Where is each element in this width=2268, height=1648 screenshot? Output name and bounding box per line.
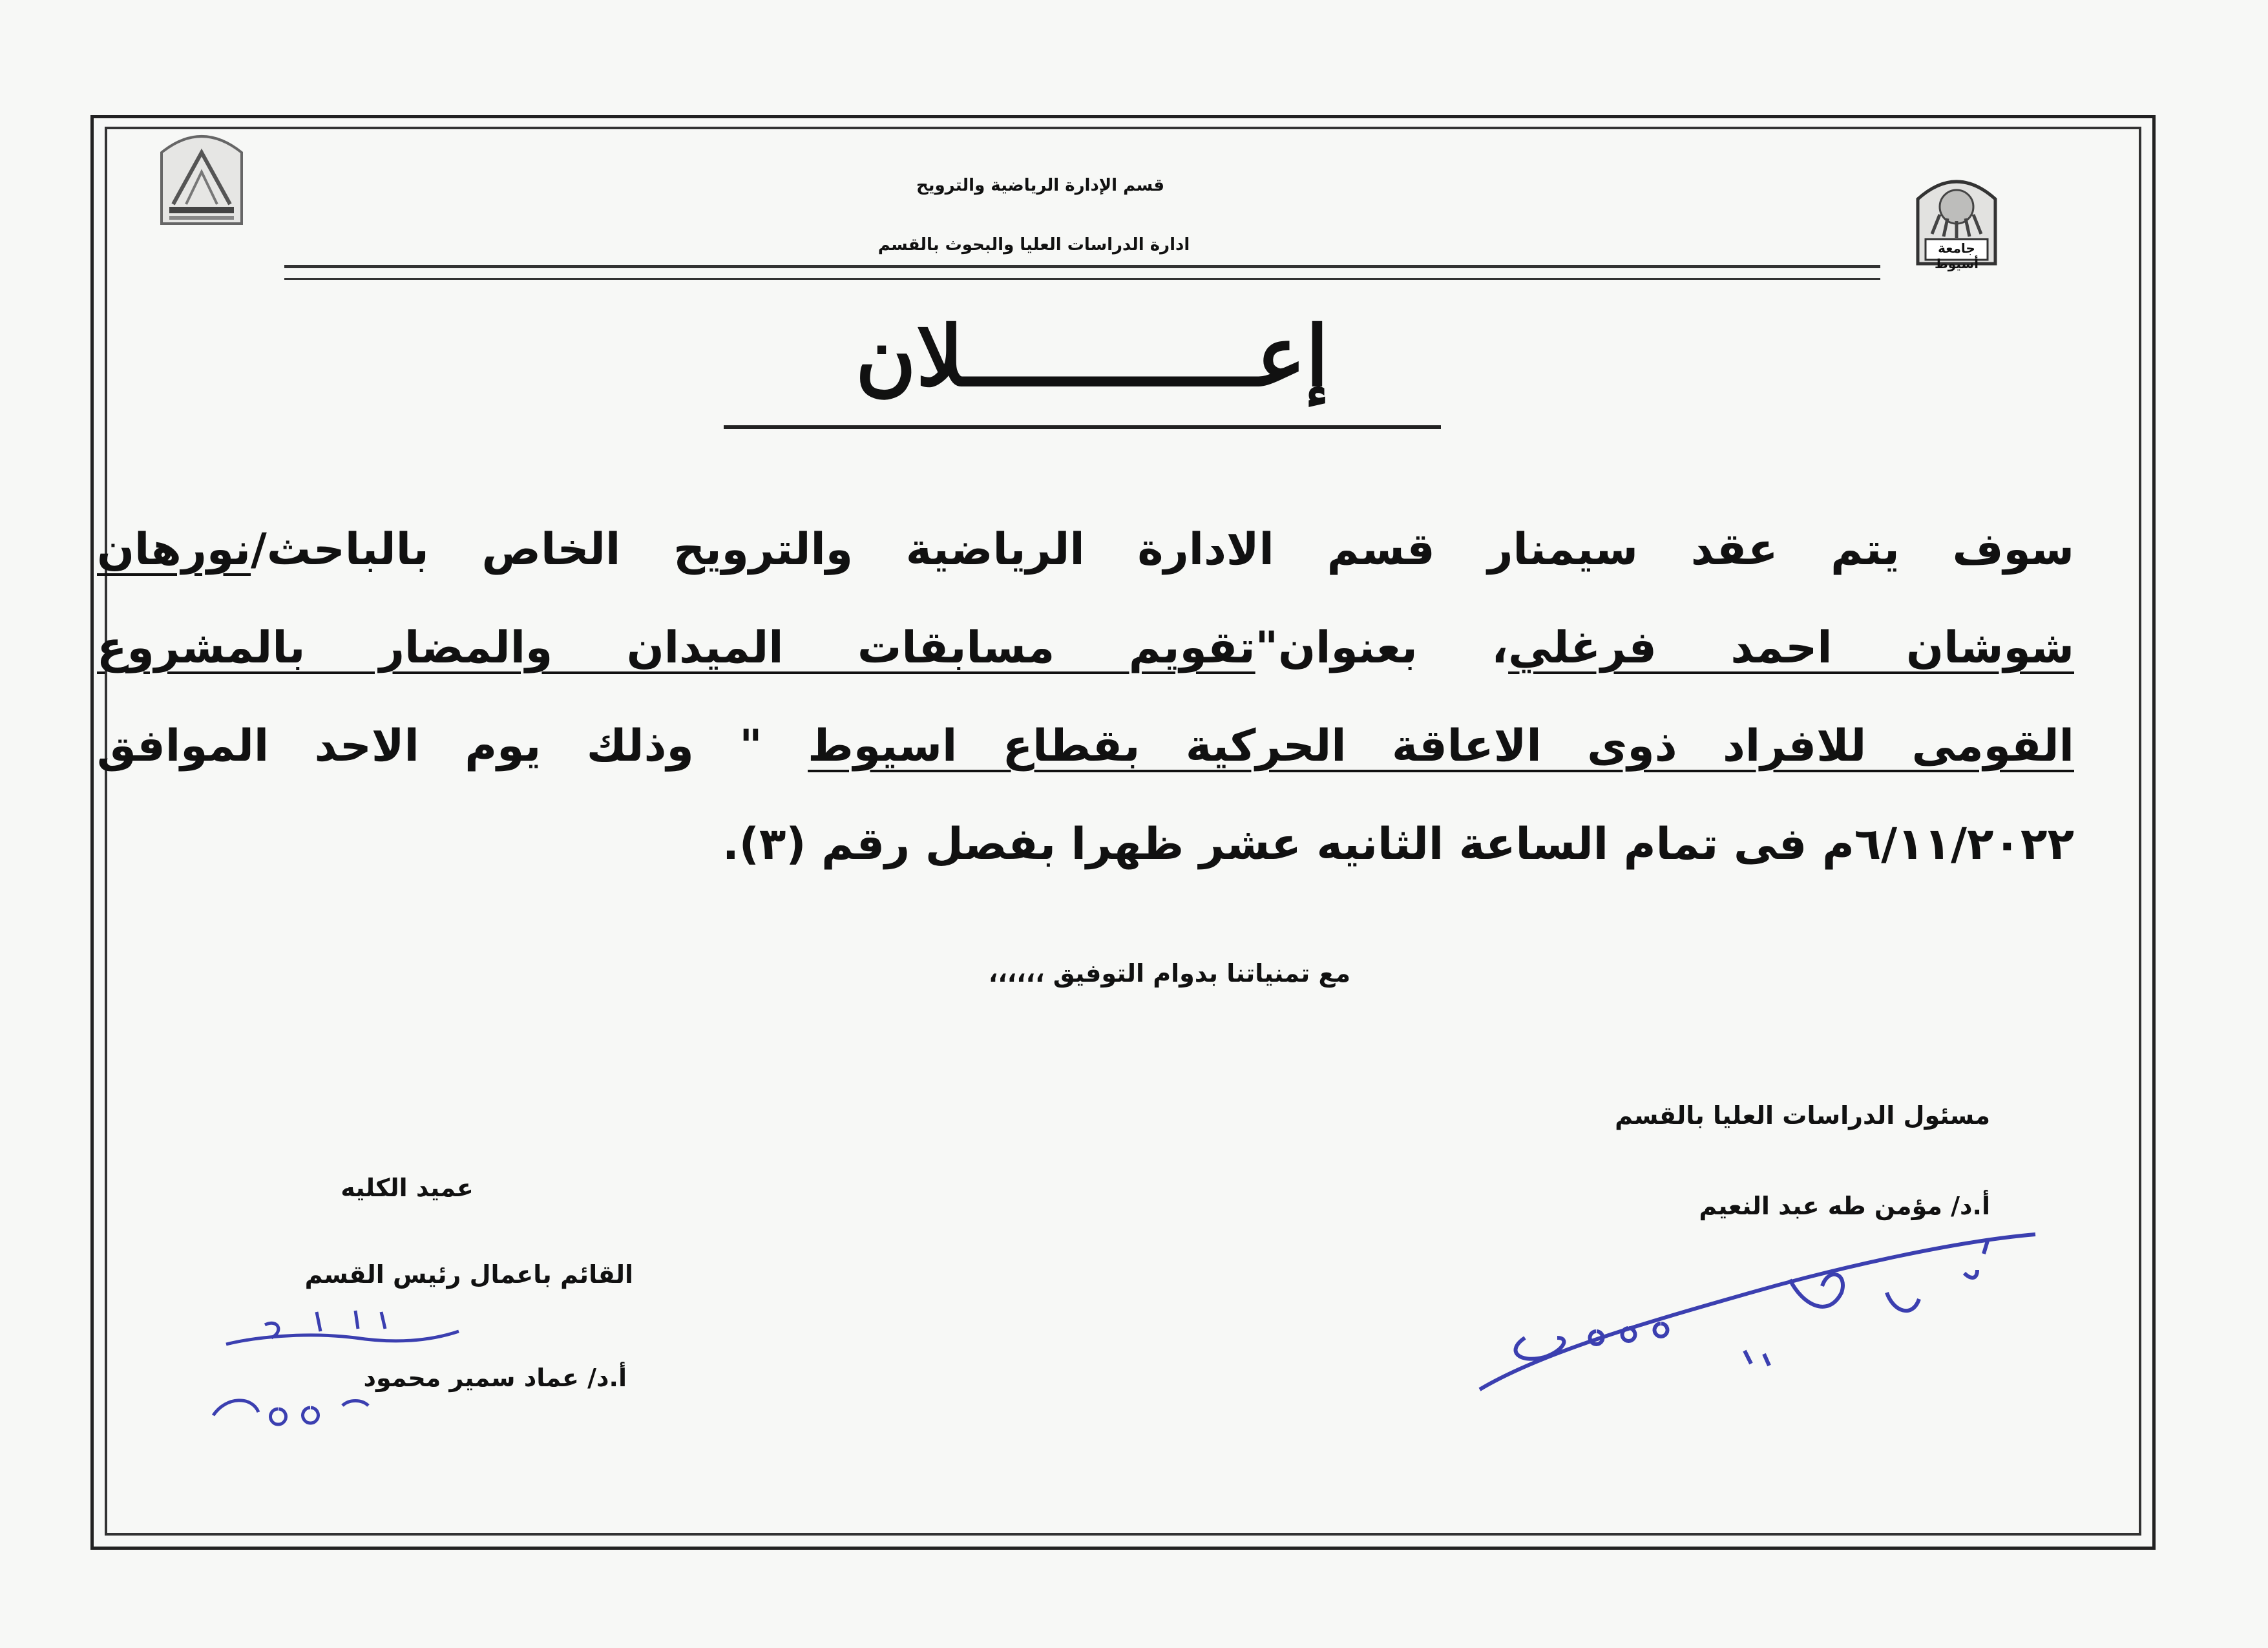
body-line-4 bbox=[362, 818, 2074, 871]
acting-head-role: القائم باعمال رئيس القسم bbox=[304, 1260, 633, 1289]
dean-role: عميد الكليه bbox=[341, 1174, 474, 1202]
department-name: قسم الإدارة الرياضية والترويح bbox=[916, 176, 1165, 195]
body-text: " وذلك يوم الاحد الموافق bbox=[97, 721, 808, 772]
date-time-text: ٦/١١/٢٠٢٢م فى تمام الساعة الثانيه عشر ظهرا بفصل رقم (٣). bbox=[722, 819, 2074, 870]
postgraduate-unit: ادارة الدراسات العليا والبحوث بالقسم bbox=[877, 235, 1190, 255]
seminar-title: تقويم مسابقات الميدان والمضار بالمشروع bbox=[97, 622, 1255, 673]
seminar-title-cont: القومى للافراد ذوى الاعاقة الحركية بقطاع اسيوط bbox=[808, 721, 2074, 772]
signatory-role-right: مسئول الدراسات العليا بالقسم bbox=[1615, 1101, 1990, 1130]
researcher-name-cont: شوشان احمد فرغلي bbox=[1508, 622, 2075, 673]
body-text: سوف يتم عقد سيمنار قسم الادارة الرياضية والترويح الخاص بالباحث/ bbox=[251, 524, 2074, 575]
logo-caption: جامعة أسيوط bbox=[1935, 240, 1979, 271]
signatory-name-right: أ.د/ مؤمن طه عبد النعيم bbox=[1699, 1192, 1990, 1220]
signatory-name-left: أ.د/ عماد سمير محمود bbox=[363, 1364, 627, 1392]
body-line-1 bbox=[97, 523, 2074, 576]
signature-left bbox=[187, 1286, 510, 1435]
body-text: ، بعنوان" bbox=[1255, 622, 1509, 673]
body-line-2 bbox=[97, 622, 2074, 675]
signature-right bbox=[1467, 1215, 2048, 1409]
body-line-3 bbox=[97, 720, 2074, 773]
researcher-name: نورهان bbox=[97, 524, 251, 575]
page-title: إعــــــــــــلان bbox=[855, 308, 1329, 405]
header-rule bbox=[284, 265, 1880, 268]
header-rule-thin bbox=[284, 278, 1880, 280]
assiut-university-logo bbox=[1913, 169, 2000, 271]
faculty-logo bbox=[154, 127, 249, 230]
closing-wishes: مع تمنياتنا بدوام التوفيق ،،،،،، bbox=[988, 959, 1350, 988]
title-underline bbox=[724, 425, 1441, 429]
